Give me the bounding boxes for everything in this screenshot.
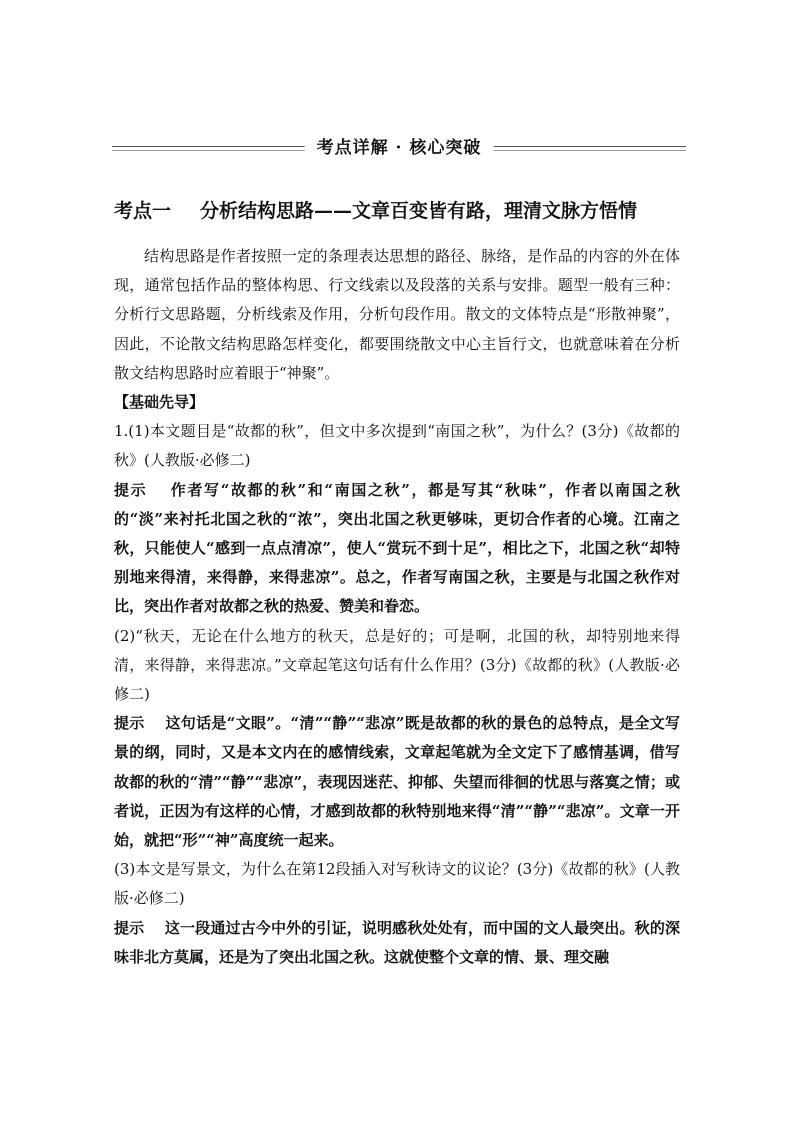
hint-label: 提示 (114, 918, 145, 937)
main-content (114, 196, 680, 972)
section-number: 考点一 (114, 200, 172, 222)
answer-text: 作者写“故都的秋”和“南国之秋”，都是写其“秋味”，作者以南国之秋的“淡”来衬托北国之秋的“浓”，突出北国之秋更够味，更切合作者的心境。江南之秋，只能使人“感到一点点清凉”，使人“赏玩不到十足”，相比之下，北国之秋“却特别地来得清，来得静，来得悲凉”。总之，作者写南国之秋，主要是与北国之秋作对比，突出作者对故都之秋的热爱、赞美和眷恋。 (114, 480, 680, 616)
question-2: (2)“秋天，无论在什么地方的秋天，总是好的；可是啊，北国的秋，却特别地来得清，来得静，来得悲凉。”文章起笔这句话有什么作用？(3分)《故都的秋》(人教版·必修二) (114, 626, 680, 704)
hint-label: 提示 (114, 714, 145, 733)
answer-3 (114, 914, 680, 972)
section-heading (114, 196, 680, 226)
banner-title: 考点详解 · 核心突破 (305, 133, 494, 158)
intro-paragraph: 结构思路是作者按照一定的条理表达思想的路径、脉络，是作品的内容的外在体现，通常包括作品的整体构思、行文线索以及段落的关系与安排。题型一般有三种：分析行文思路题，分析线索及作用，分析句段作用。散文的文体特点是“形散神聚”，因此，不论散文结构思路怎样变化，都要围绕散文中心主旨行文，也就意味着在分析散文结构思路时应着眼于“神聚”。 (114, 247, 680, 382)
answer-1 (114, 476, 680, 622)
question-1: 1.(1)本文题目是“故都的秋”，但文中多次提到“南国之秋”，为什么？(3分)《故都的秋》(人教版·必修二) (114, 422, 680, 470)
section-banner (112, 131, 686, 161)
question-3: (3)本文是写景文，为什么在第12段插入对写秋诗文的议论？(3分)《故都的秋》(人教版·必修二) (114, 860, 680, 908)
section-title: 分析结构思路——文章百变皆有路，理清文脉方悟情 (200, 200, 638, 222)
answer-text: 这一段通过古今中外的引证，说明感秋处处有，而中国的文人最突出。秋的深味非北方莫属，还是为了突出北国之秋。这就使整个文章的情、景、理交融 (114, 918, 680, 966)
subheading: 【基础先导】 (114, 393, 205, 412)
answer-text: 这句话是“文眼”。“清”“静”“悲凉”既是故都的秋的景色的总特点，是全文写景的纲，同时，又是本文内在的感情线索，文章起笔就为全文定下了感情基调，借写故都的秋的“清”“静”“悲凉”，表现因迷茫、抑郁、失望而徘徊的忧思与落寞之情；或者说，正因为有这样的心情，才感到故都的秋特别地来得“清”“静”“悲凉”。文章一开始，就把“形”“神”高度统一起来。 (114, 714, 680, 850)
hint-label: 提示 (114, 480, 148, 499)
answer-2 (114, 709, 680, 855)
